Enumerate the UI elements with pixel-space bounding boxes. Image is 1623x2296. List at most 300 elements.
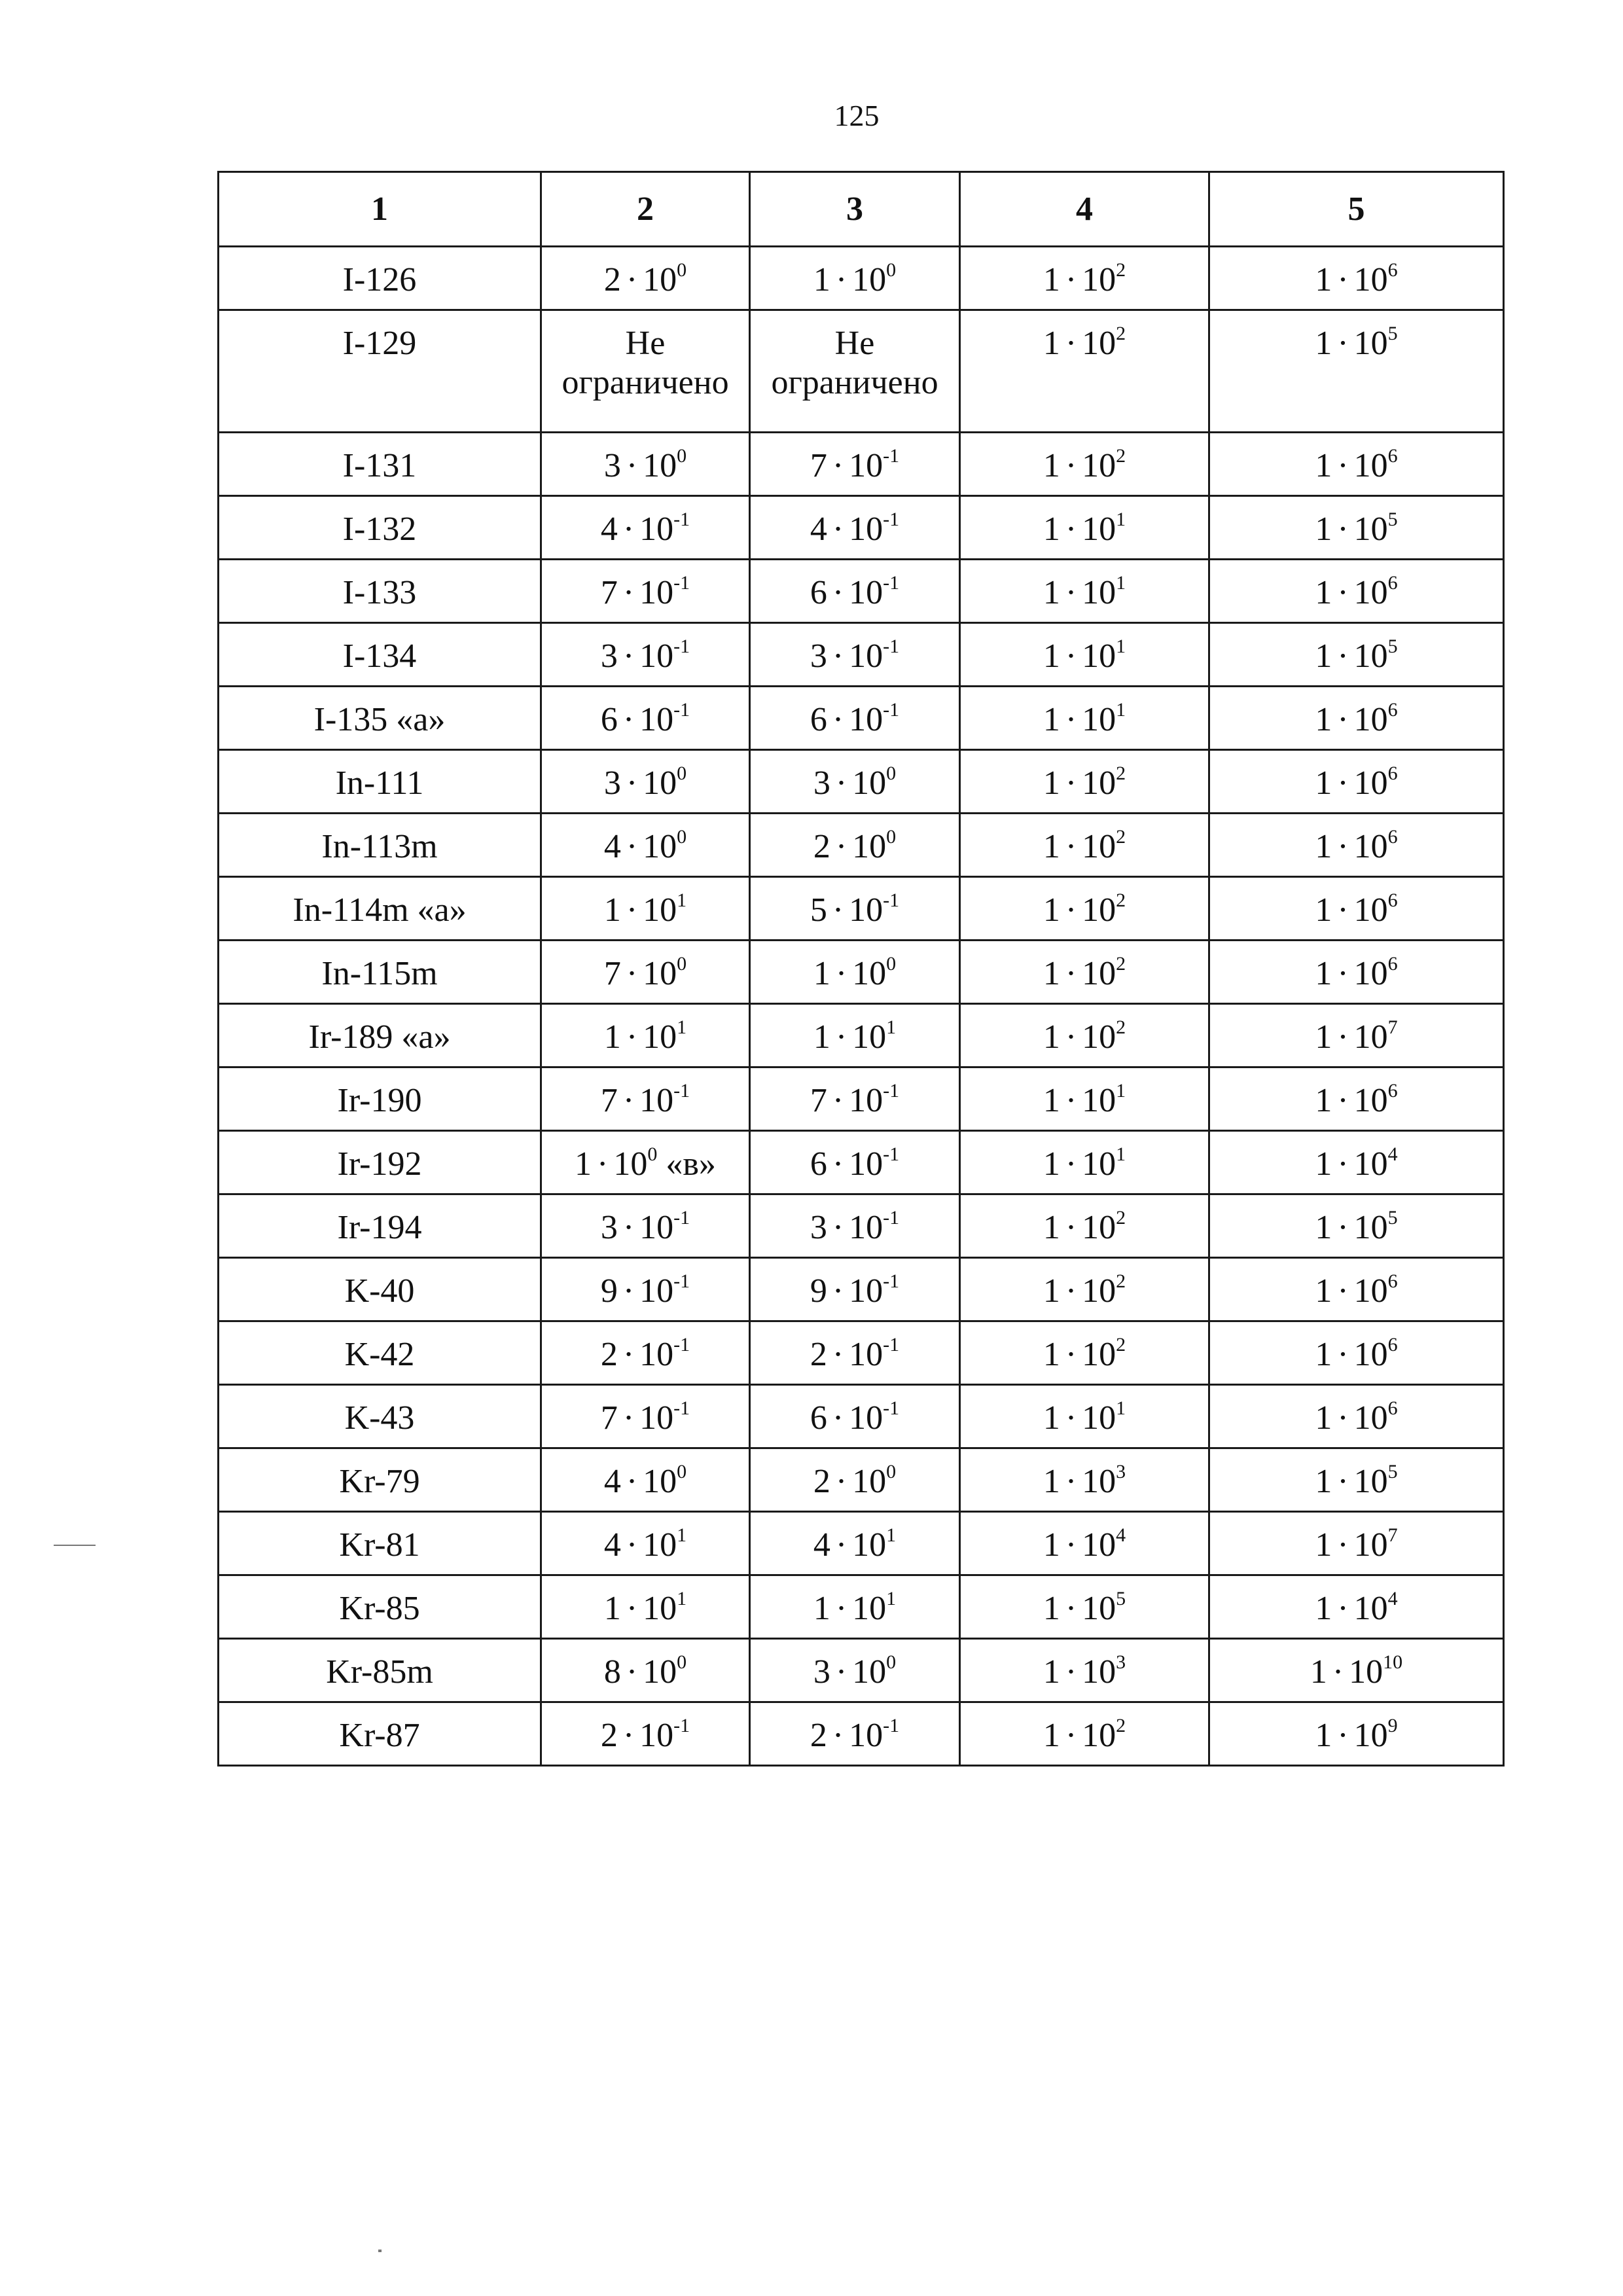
nuclide-name: Kr-81	[219, 1512, 541, 1575]
exponent: 6	[1387, 952, 1398, 975]
exponent: 1	[1116, 1143, 1126, 1165]
table-cell-value	[960, 1321, 1209, 1385]
mantissa: 9	[810, 1272, 827, 1310]
table-cell-value	[541, 623, 750, 687]
table-cell-value	[960, 1067, 1209, 1131]
mantissa: 7	[600, 1082, 618, 1119]
exponent: 1	[1116, 1079, 1126, 1102]
table-row	[219, 496, 1504, 560]
table-cell-value	[1209, 1004, 1504, 1067]
exponent: 6	[1387, 889, 1398, 911]
mantissa: 2	[603, 261, 621, 298]
base-ten: 10	[1353, 1399, 1388, 1437]
table-row	[219, 1512, 1504, 1575]
table-cell-value	[960, 1004, 1209, 1067]
mantissa: 1	[1315, 574, 1332, 611]
multiply-dot: ·	[1332, 1653, 1344, 1691]
mantissa: 1	[1315, 325, 1332, 362]
mantissa: 4	[603, 828, 621, 865]
table-cell-value	[1209, 1639, 1504, 1702]
multiply-dot: ·	[626, 891, 638, 929]
mantissa: 1	[1043, 574, 1060, 611]
multiply-dot: ·	[1337, 1590, 1349, 1627]
exponent: -1	[673, 1333, 690, 1355]
mantissa: 1	[1043, 1018, 1060, 1056]
nuclide-name: I-126	[219, 247, 541, 310]
table-cell-value	[750, 1258, 960, 1321]
table-cell-value	[541, 877, 750, 941]
table-cell-value	[750, 1194, 960, 1258]
multiply-dot: ·	[835, 828, 847, 865]
multiply-dot: ·	[832, 1209, 844, 1246]
base-ten: 10	[852, 955, 887, 992]
exponent: 0	[677, 952, 687, 975]
multiply-dot: ·	[1337, 1209, 1349, 1246]
multiply-dot: ·	[1065, 955, 1077, 992]
multiply-dot: ·	[832, 1272, 844, 1310]
multiply-dot: ·	[832, 1145, 844, 1183]
table-row	[219, 560, 1504, 623]
multiply-dot: ·	[1065, 1209, 1077, 1246]
mantissa: 2	[600, 1336, 618, 1373]
table-cell-value	[541, 941, 750, 1004]
table-cell-value	[960, 1639, 1209, 1702]
multiply-dot: ·	[832, 701, 844, 738]
multiply-dot: ·	[835, 1526, 847, 1564]
mantissa: 3	[813, 764, 830, 802]
exponent: 1	[886, 1524, 897, 1546]
multiply-dot: ·	[626, 828, 638, 865]
mantissa: 6	[810, 574, 827, 611]
exponent: 2	[1116, 1206, 1126, 1229]
multiply-dot: ·	[1337, 764, 1349, 802]
table-cell-value	[960, 310, 1209, 433]
multiply-dot: ·	[626, 261, 638, 298]
exponent: 6	[1387, 1079, 1398, 1102]
exponent: 1	[886, 1016, 897, 1038]
base-ten: 10	[639, 511, 674, 548]
base-ten: 10	[1082, 511, 1116, 548]
exponent: 7	[1387, 1016, 1398, 1038]
mantissa: 6	[810, 1145, 827, 1183]
exponent: 1	[1116, 508, 1126, 530]
table-cell-value	[960, 1512, 1209, 1575]
exponent: 0	[886, 1460, 897, 1482]
exponent: 6	[1387, 762, 1398, 784]
base-ten: 10	[852, 1463, 887, 1500]
table-cell-value	[750, 814, 960, 877]
mantissa: 7	[603, 955, 621, 992]
cell-line: Не	[834, 325, 875, 362]
base-ten: 10	[849, 1399, 883, 1437]
exponent: 6	[1387, 571, 1398, 594]
exponent: -1	[883, 1143, 900, 1165]
table-row	[219, 1639, 1504, 1702]
table-row	[219, 687, 1504, 750]
base-ten: 10	[639, 637, 674, 675]
table-cell-value	[1209, 941, 1504, 1004]
exponent: 6	[1387, 825, 1398, 848]
mantissa: 2	[600, 1717, 618, 1754]
multiply-dot: ·	[832, 574, 844, 611]
mantissa: 7	[600, 1399, 618, 1437]
table-cell-value	[1209, 247, 1504, 310]
nuclide-name: Ir-194	[219, 1194, 541, 1258]
base-ten: 10	[849, 701, 883, 738]
nuclide-name: Ir-190	[219, 1067, 541, 1131]
nuclide-name: Ir-189 «а»	[219, 1004, 541, 1067]
base-ten: 10	[849, 447, 883, 484]
multiply-dot: ·	[835, 955, 847, 992]
exponent: -1	[883, 571, 900, 594]
multiply-dot: ·	[1065, 637, 1077, 675]
column-header: 4	[960, 172, 1209, 247]
multiply-dot: ·	[626, 1653, 638, 1691]
mantissa: 1	[1043, 1209, 1060, 1246]
mantissa: 1	[1315, 828, 1332, 865]
base-ten: 10	[852, 1653, 887, 1691]
table-cell-value	[541, 1702, 750, 1766]
mantissa: 1	[1315, 1399, 1332, 1437]
nuclide-name: K-40	[219, 1258, 541, 1321]
exponent: 0	[677, 1651, 687, 1673]
cell-line: Не	[625, 325, 666, 362]
table-cell-value	[1209, 1321, 1504, 1385]
multiply-dot: ·	[1065, 511, 1077, 548]
base-ten: 10	[643, 828, 677, 865]
multiply-dot: ·	[1065, 1717, 1077, 1754]
exponent: 1	[1116, 698, 1126, 721]
base-ten: 10	[639, 1717, 674, 1754]
base-ten: 10	[1353, 1590, 1388, 1627]
base-ten: 10	[643, 891, 677, 929]
base-ten: 10	[1353, 1082, 1388, 1119]
multiply-dot: ·	[1337, 701, 1349, 738]
table-cell-value	[1209, 1512, 1504, 1575]
base-ten: 10	[639, 1209, 674, 1246]
exponent: -1	[883, 1206, 900, 1229]
multiply-dot: ·	[1337, 1336, 1349, 1373]
mantissa: 5	[810, 891, 827, 929]
exponent: 1	[677, 1587, 687, 1609]
base-ten: 10	[1353, 511, 1388, 548]
base-ten: 10	[1082, 1145, 1116, 1183]
table-cell-value	[1209, 623, 1504, 687]
multiply-dot: ·	[1065, 1590, 1077, 1627]
table-cell-value	[541, 1194, 750, 1258]
mantissa: 1	[1315, 764, 1332, 802]
multiply-dot: ·	[1065, 828, 1077, 865]
exponent: 1	[677, 1016, 687, 1038]
exponent: 0	[677, 825, 687, 848]
exponent: -1	[883, 508, 900, 530]
multiply-dot: ·	[832, 447, 844, 484]
multiply-dot: ·	[1337, 1082, 1349, 1119]
mantissa: 1	[1315, 637, 1332, 675]
base-ten: 10	[639, 574, 674, 611]
exponent: -1	[673, 1397, 690, 1419]
table-cell-value	[960, 1575, 1209, 1639]
base-ten: 10	[1082, 1717, 1116, 1754]
exponent: 5	[1387, 1460, 1398, 1482]
base-ten: 10	[1082, 1082, 1116, 1119]
table-cell-value	[960, 247, 1209, 310]
table-row	[219, 623, 1504, 687]
table-cell-value	[750, 1512, 960, 1575]
scan-mark	[378, 2250, 382, 2252]
table-cell-value	[750, 1131, 960, 1194]
multiply-dot: ·	[1065, 1463, 1077, 1500]
mantissa: 4	[813, 1526, 830, 1564]
mantissa: 7	[810, 447, 827, 484]
mantissa: 4	[603, 1526, 621, 1564]
multiply-dot: ·	[835, 764, 847, 802]
mantissa: 1	[1315, 1145, 1332, 1183]
base-ten: 10	[1082, 1209, 1116, 1246]
multiply-dot: ·	[1065, 1018, 1077, 1056]
base-ten: 10	[1082, 574, 1116, 611]
table-cell-value	[541, 1321, 750, 1385]
nuclide-name: I-134	[219, 623, 541, 687]
exponent: -1	[673, 1079, 690, 1102]
exponent: 5	[1387, 508, 1398, 530]
multiply-dot: ·	[1337, 1145, 1349, 1183]
table-row	[219, 247, 1504, 310]
nuclide-name: In-115m	[219, 941, 541, 1004]
nuclide-name: Kr-85m	[219, 1639, 541, 1702]
base-ten: 10	[643, 1018, 677, 1056]
multiply-dot: ·	[1065, 891, 1077, 929]
exponent: 0	[886, 1651, 897, 1673]
table-body	[219, 247, 1504, 1766]
base-ten: 10	[1082, 447, 1116, 484]
mantissa: 1	[1043, 1590, 1060, 1627]
exponent: 0	[677, 762, 687, 784]
table-cell-value	[541, 814, 750, 877]
cell-line: ограничено	[562, 364, 729, 401]
base-ten: 10	[639, 701, 674, 738]
base-ten: 10	[1082, 1399, 1116, 1437]
nuclide-name: I-129	[219, 310, 541, 433]
base-ten: 10	[1082, 1653, 1116, 1691]
table-cell-value	[750, 1575, 960, 1639]
exponent: 2	[1116, 889, 1126, 911]
mantissa: 1	[1043, 1653, 1060, 1691]
table-cell-text	[750, 310, 960, 433]
table-cell-value	[750, 1702, 960, 1766]
table-cell-value	[541, 1448, 750, 1512]
table-cell-value	[960, 496, 1209, 560]
multiply-dot: ·	[1337, 1526, 1349, 1564]
table-cell-value	[750, 560, 960, 623]
mantissa: 1	[1043, 1336, 1060, 1373]
mantissa: 3	[603, 764, 621, 802]
table-cell-value	[960, 750, 1209, 814]
table-cell-value	[1209, 496, 1504, 560]
exponent: 0	[677, 259, 687, 281]
multiply-dot: ·	[832, 891, 844, 929]
table-cell-value	[541, 496, 750, 560]
multiply-dot: ·	[1065, 574, 1077, 611]
base-ten: 10	[643, 1526, 677, 1564]
multiply-dot: ·	[1065, 1653, 1077, 1691]
mantissa: 1	[1043, 637, 1060, 675]
nuclide-name: Kr-79	[219, 1448, 541, 1512]
mantissa: 3	[603, 447, 621, 484]
table-cell-value	[750, 496, 960, 560]
exponent: 1	[677, 1524, 687, 1546]
exponent: 5	[1387, 635, 1398, 657]
table-row	[219, 1575, 1504, 1639]
multiply-dot: ·	[626, 764, 638, 802]
mantissa: 1	[603, 891, 621, 929]
multiply-dot: ·	[832, 511, 844, 548]
mantissa: 1	[1315, 1336, 1332, 1373]
mantissa: 1	[1043, 955, 1060, 992]
multiply-dot: ·	[1065, 1082, 1077, 1119]
mantissa: 1	[1315, 1463, 1332, 1500]
nuclide-name: K-43	[219, 1385, 541, 1448]
table-cell-value	[541, 1258, 750, 1321]
multiply-dot: ·	[622, 1399, 635, 1437]
base-ten: 10	[1353, 325, 1388, 362]
base-ten: 10	[643, 447, 677, 484]
table-cell-value	[541, 247, 750, 310]
mantissa: 1	[1310, 1653, 1327, 1691]
exponent: 7	[1387, 1524, 1398, 1546]
mantissa: 9	[600, 1272, 618, 1310]
nuclide-name: In-113m	[219, 814, 541, 877]
multiply-dot: ·	[622, 701, 635, 738]
mantissa: 6	[810, 701, 827, 738]
mantissa: 1	[1043, 764, 1060, 802]
exponent: 6	[1387, 1397, 1398, 1419]
table-cell-value	[750, 1067, 960, 1131]
mantissa: 1	[1315, 1717, 1332, 1754]
nuclide-name: I-135 «а»	[219, 687, 541, 750]
mantissa: 1	[603, 1590, 621, 1627]
multiply-dot: ·	[835, 261, 847, 298]
mantissa: 1	[1315, 447, 1332, 484]
column-header: 3	[750, 172, 960, 247]
base-ten: 10	[1353, 1272, 1388, 1310]
multiply-dot: ·	[626, 1590, 638, 1627]
base-ten: 10	[849, 1336, 883, 1373]
table-cell-value	[750, 623, 960, 687]
mantissa: 1	[1315, 1272, 1332, 1310]
multiply-dot: ·	[832, 1082, 844, 1119]
table-header-row	[219, 172, 1504, 247]
nuclide-name: I-131	[219, 433, 541, 496]
multiply-dot: ·	[1065, 1145, 1077, 1183]
table-cell-value	[960, 433, 1209, 496]
multiply-dot: ·	[832, 1399, 844, 1437]
mantissa: 1	[1315, 891, 1332, 929]
base-ten: 10	[1082, 325, 1116, 362]
exponent: 2	[1116, 1333, 1126, 1355]
base-ten: 10	[852, 828, 887, 865]
exponent: -1	[883, 1270, 900, 1292]
mantissa: 1	[1043, 1145, 1060, 1183]
exponent: -1	[883, 698, 900, 721]
exponent: -1	[883, 889, 900, 911]
mantissa: 1	[1043, 1272, 1060, 1310]
nuclide-name: I-132	[219, 496, 541, 560]
base-ten: 10	[849, 1082, 883, 1119]
base-ten: 10	[643, 955, 677, 992]
multiply-dot: ·	[1337, 637, 1349, 675]
base-ten: 10	[849, 1209, 883, 1246]
exponent: -1	[673, 635, 690, 657]
nuclide-name: In-114m «а»	[219, 877, 541, 941]
base-ten: 10	[643, 1463, 677, 1500]
exponent: 1	[886, 1587, 897, 1609]
table-row	[219, 310, 1504, 433]
exponent: 6	[1387, 1333, 1398, 1355]
table-row	[219, 941, 1504, 1004]
mantissa: 1	[1043, 701, 1060, 738]
multiply-dot: ·	[1337, 1399, 1349, 1437]
exponent: -1	[883, 1397, 900, 1419]
mantissa: 4	[603, 1463, 621, 1500]
multiply-dot: ·	[626, 447, 638, 484]
exponent: 2	[1116, 825, 1126, 848]
mantissa: 1	[1043, 1463, 1060, 1500]
table-row	[219, 877, 1504, 941]
base-ten: 10	[1353, 1463, 1388, 1500]
table-cell-value	[1209, 687, 1504, 750]
multiply-dot: ·	[1337, 325, 1349, 362]
base-ten: 10	[1082, 1336, 1116, 1373]
exponent: 9	[1387, 1714, 1398, 1736]
multiply-dot: ·	[626, 955, 638, 992]
table-cell-text	[541, 310, 750, 433]
table-cell-value	[1209, 1448, 1504, 1512]
exponent: 1	[1116, 1397, 1126, 1419]
table-cell-value	[960, 1702, 1209, 1766]
table-cell-value	[750, 687, 960, 750]
base-ten: 10	[852, 1526, 887, 1564]
base-ten: 10	[639, 1082, 674, 1119]
table-cell-value	[541, 1004, 750, 1067]
base-ten: 10	[1353, 1526, 1388, 1564]
table-row	[219, 1385, 1504, 1448]
mantissa: 6	[810, 1399, 827, 1437]
mantissa: 8	[603, 1653, 621, 1691]
multiply-dot: ·	[1065, 701, 1077, 738]
table-cell-value	[960, 1131, 1209, 1194]
base-ten: 10	[849, 511, 883, 548]
exponent: 6	[1387, 259, 1398, 281]
base-ten: 10	[643, 261, 677, 298]
table-cell-value	[1209, 750, 1504, 814]
data-table	[217, 171, 1505, 1767]
nuclide-name: Kr-87	[219, 1702, 541, 1766]
base-ten: 10	[1353, 701, 1388, 738]
exponent: 2	[1116, 1016, 1126, 1038]
table-cell-value	[1209, 1385, 1504, 1448]
base-ten: 10	[1082, 764, 1116, 802]
table-cell-value	[1209, 877, 1504, 941]
exponent: -1	[673, 1206, 690, 1229]
exponent: 1	[1116, 571, 1126, 594]
multiply-dot: ·	[832, 1336, 844, 1373]
table-cell-value	[1209, 433, 1504, 496]
base-ten: 10	[849, 1145, 883, 1183]
base-ten: 10	[1082, 1272, 1116, 1310]
base-ten: 10	[1353, 891, 1388, 929]
scan-mark	[54, 1545, 96, 1546]
